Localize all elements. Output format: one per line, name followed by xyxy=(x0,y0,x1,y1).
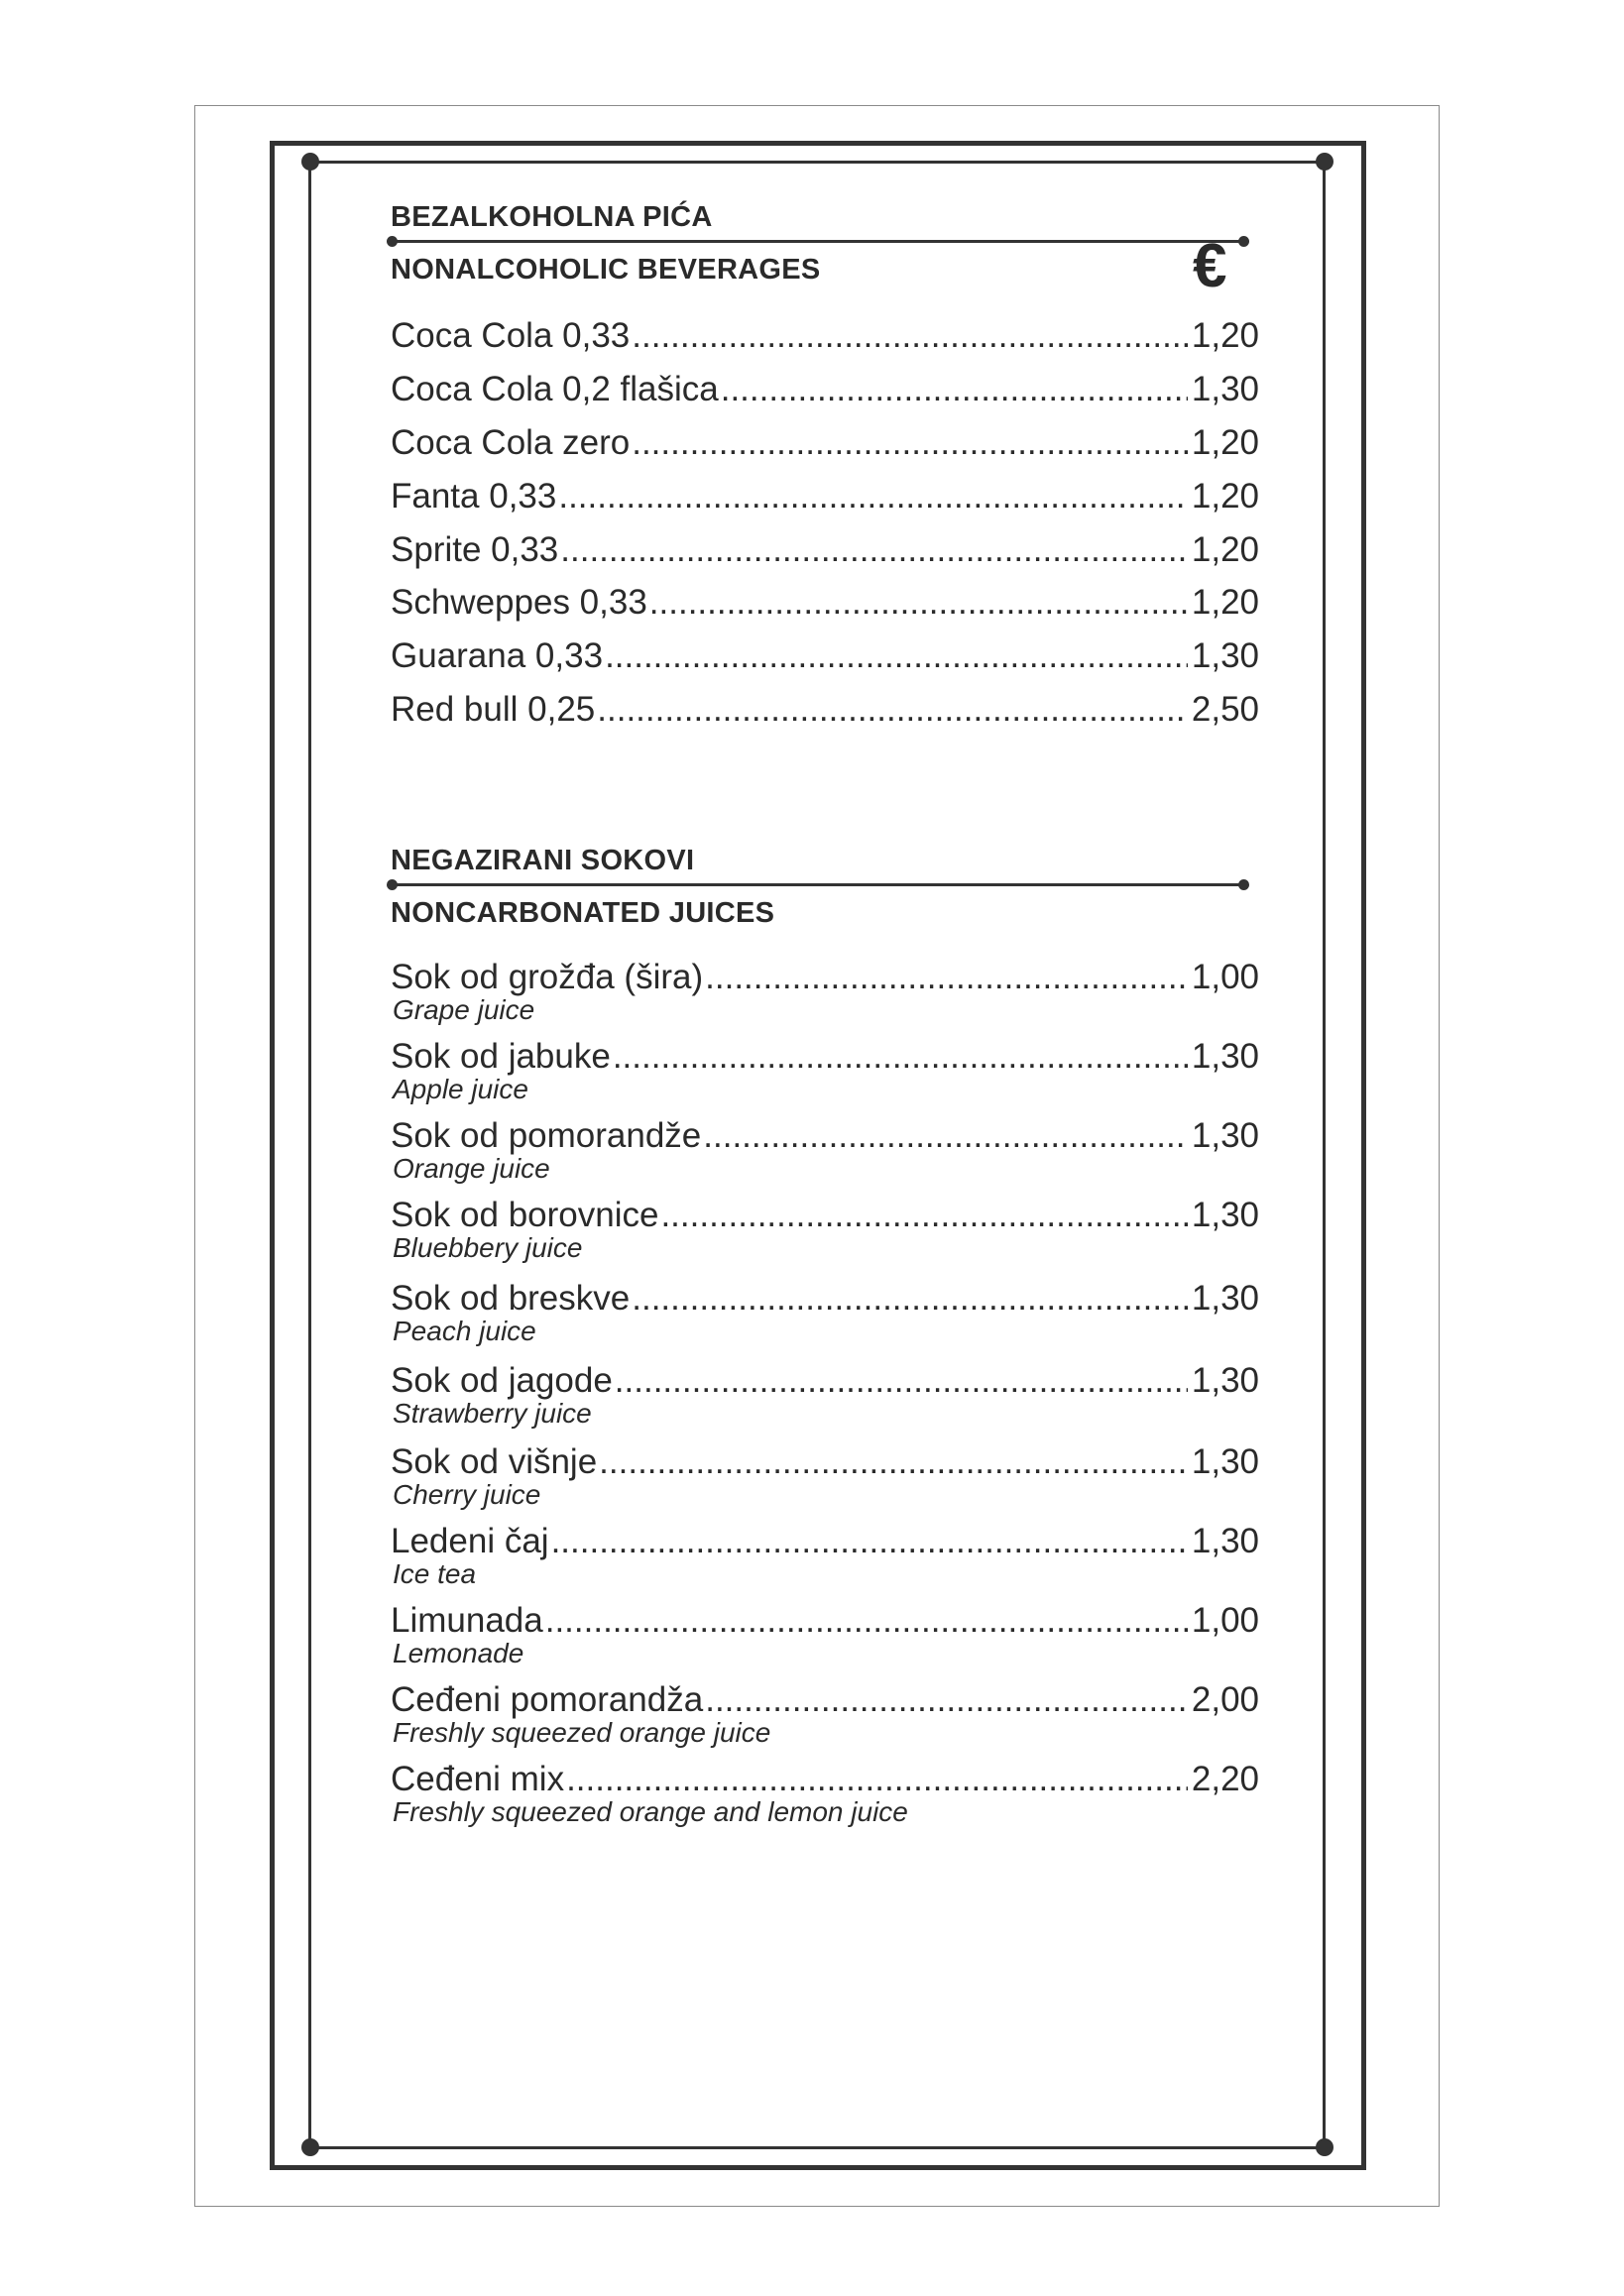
item-price: 1,30 xyxy=(1191,1196,1259,1234)
item-name: Fanta 0,33 xyxy=(391,477,557,516)
item-name: Red bull 0,25 xyxy=(391,690,596,729)
leader-dots xyxy=(705,1680,1188,1720)
item-name: Coca Cola 0,2 flašica xyxy=(391,370,719,408)
item-name: Coca Cola zero xyxy=(391,423,631,462)
menu-item xyxy=(391,530,1259,570)
item-price: 1,30 xyxy=(1191,1442,1259,1481)
leader-dots xyxy=(649,583,1188,623)
item-name: Ceđeni pomorandža xyxy=(391,1680,704,1719)
leader-dots xyxy=(560,530,1188,570)
item-name: Sprite 0,33 xyxy=(391,530,559,569)
inner-frame-top xyxy=(310,161,1326,164)
item-price: 1,00 xyxy=(1191,1601,1259,1640)
item-english-name: Freshly squeezed orange juice xyxy=(393,1717,771,1748)
menu-item xyxy=(391,1760,1259,1799)
menu-item xyxy=(391,1116,1259,1156)
corner-dot-br xyxy=(1316,2138,1334,2156)
leader-dots xyxy=(605,636,1188,676)
item-price: 1,20 xyxy=(1191,583,1259,622)
item-price: 1,30 xyxy=(1191,1361,1259,1400)
item-name: Sok od borovnice xyxy=(391,1196,659,1234)
inner-frame-bottom xyxy=(310,2146,1326,2149)
item-name: Ceđeni mix xyxy=(391,1760,565,1798)
section-soft-title-en: NONALCOHOLIC BEVERAGES xyxy=(391,254,821,286)
item-english-name: Grape juice xyxy=(393,994,535,1025)
leader-dots xyxy=(705,958,1188,997)
leader-dots xyxy=(632,423,1188,463)
item-name: Sok od jabuke xyxy=(391,1037,611,1076)
item-english-name: Ice tea xyxy=(393,1558,477,1589)
item-price: 1,20 xyxy=(1191,423,1259,462)
item-name: Sok od grožđa (šira) xyxy=(391,958,704,996)
item-name: Sok od breskve xyxy=(391,1279,631,1318)
leader-dots xyxy=(721,370,1188,409)
item-price: 1,30 xyxy=(1191,370,1259,408)
leader-dots xyxy=(545,1601,1188,1641)
item-english-name: Peach juice xyxy=(393,1316,536,1346)
menu-item xyxy=(391,1196,1259,1235)
corner-dot-tr xyxy=(1316,153,1334,171)
item-price: 2,20 xyxy=(1191,1760,1259,1798)
menu-item xyxy=(391,583,1259,623)
item-english-name: Bluebbery juice xyxy=(393,1232,583,1263)
item-price: 1,20 xyxy=(1191,530,1259,569)
item-price: 1,00 xyxy=(1191,958,1259,996)
menu-item xyxy=(391,477,1259,517)
corner-dot-bl xyxy=(301,2138,319,2156)
section-soft-title-local: BEZALKOHOLNA PIĆA xyxy=(391,201,713,233)
menu-item xyxy=(391,1361,1259,1401)
leader-dots xyxy=(558,477,1188,517)
item-price: 2,50 xyxy=(1191,690,1259,729)
item-english-name: Strawberry juice xyxy=(393,1398,592,1429)
item-price: 2,00 xyxy=(1191,1680,1259,1719)
item-english-name: Freshly squeezed orange and lemon juice xyxy=(393,1796,908,1827)
menu-item xyxy=(391,690,1259,730)
item-name: Schweppes 0,33 xyxy=(391,583,647,622)
divider-dot-right xyxy=(1238,236,1249,247)
leader-dots xyxy=(551,1522,1188,1561)
menu-item xyxy=(391,1522,1259,1561)
section-juices-title-en: NONCARBONATED JUICES xyxy=(391,897,775,929)
item-english-name: Orange juice xyxy=(393,1153,550,1184)
leader-dots xyxy=(566,1760,1188,1799)
euro-currency-icon: € xyxy=(1193,232,1227,300)
item-price: 1,30 xyxy=(1191,636,1259,675)
inner-frame-right xyxy=(1323,161,1326,2149)
item-price: 1,30 xyxy=(1191,1037,1259,1076)
menu-item xyxy=(391,370,1259,409)
menu-item xyxy=(391,958,1259,997)
divider-dot-right xyxy=(1238,879,1249,890)
item-english-name: Apple juice xyxy=(393,1074,528,1104)
section-juices-title-local: NEGAZIRANI SOKOVI xyxy=(391,845,695,876)
menu-item xyxy=(391,1601,1259,1641)
leader-dots xyxy=(613,1037,1188,1077)
item-name: Sok od višnje xyxy=(391,1442,598,1481)
leader-dots xyxy=(632,316,1188,356)
leader-dots xyxy=(632,1279,1188,1319)
menu-item xyxy=(391,1442,1259,1482)
item-price: 1,20 xyxy=(1191,477,1259,516)
item-price: 1,20 xyxy=(1191,316,1259,355)
item-name: Sok od jagode xyxy=(391,1361,613,1400)
menu-item xyxy=(391,1680,1259,1720)
item-english-name: Lemonade xyxy=(393,1638,524,1668)
item-english-name: Cherry juice xyxy=(393,1479,541,1510)
leader-dots xyxy=(660,1196,1187,1235)
item-name: Ledeni čaj xyxy=(391,1522,549,1560)
leader-dots xyxy=(615,1361,1188,1401)
section-juices-divider xyxy=(395,883,1243,886)
inner-frame-left xyxy=(308,161,311,2149)
item-price: 1,30 xyxy=(1191,1522,1259,1560)
menu-item xyxy=(391,1279,1259,1319)
item-name: Guarana 0,33 xyxy=(391,636,604,675)
menu-item xyxy=(391,636,1259,676)
divider-dot-left xyxy=(387,236,398,247)
section-soft-divider xyxy=(395,240,1243,243)
item-name: Sok od pomorandže xyxy=(391,1116,702,1155)
item-price: 1,30 xyxy=(1191,1279,1259,1318)
item-name: Coca Cola 0,33 xyxy=(391,316,631,355)
item-price: 1,30 xyxy=(1191,1116,1259,1155)
menu-item xyxy=(391,1037,1259,1077)
divider-dot-left xyxy=(387,879,398,890)
leader-dots xyxy=(599,1442,1188,1482)
item-name: Limunada xyxy=(391,1601,543,1640)
leader-dots xyxy=(597,690,1188,730)
corner-dot-tl xyxy=(301,153,319,171)
menu-item xyxy=(391,316,1259,356)
menu-item xyxy=(391,423,1259,463)
leader-dots xyxy=(703,1116,1188,1156)
